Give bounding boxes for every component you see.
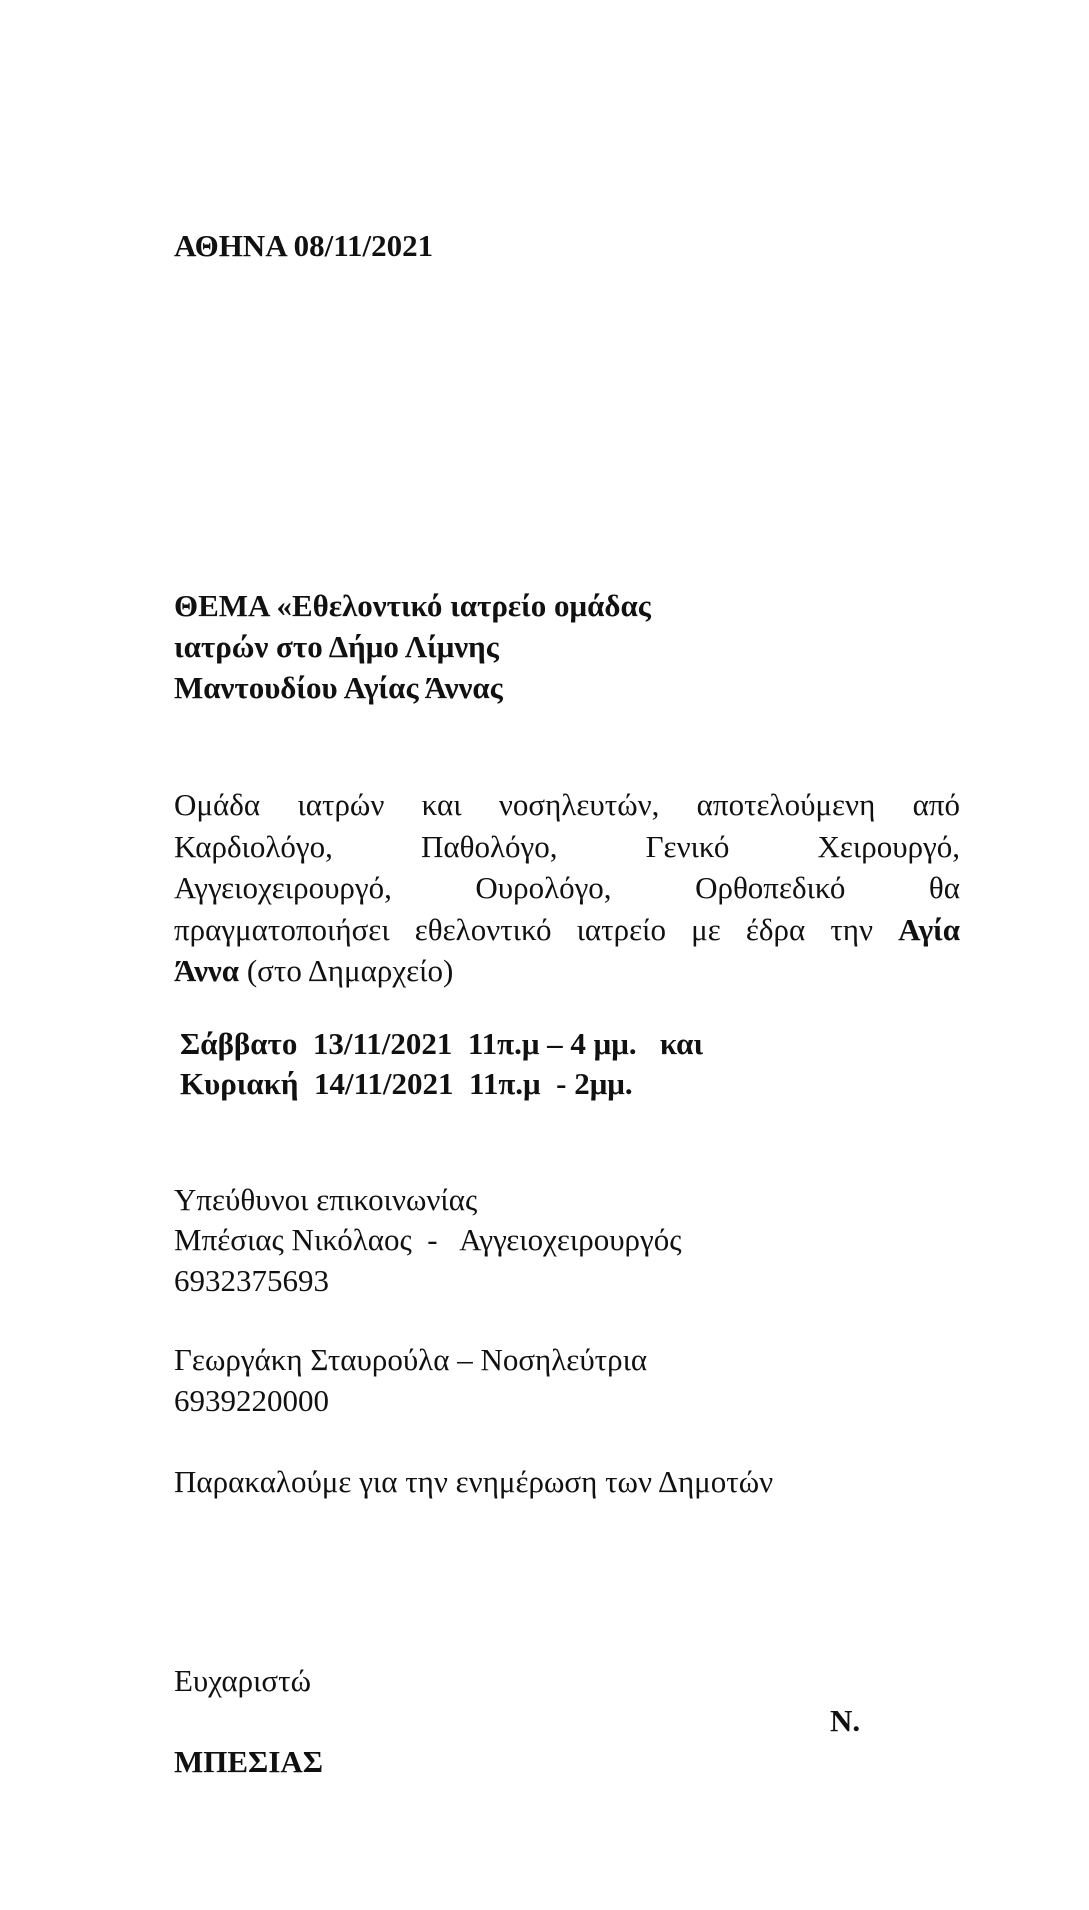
thanks-line: Ευχαριστώ xyxy=(174,1663,311,1698)
date-line: ΑΘΗΝΑ 08/11/2021 xyxy=(174,228,434,263)
body-line-4-text: πραγματοποιήσει εθελοντικό ιατρείο με έδρα την xyxy=(174,911,873,947)
contacts-heading: Υπεύθυνοι επικοινωνίας xyxy=(174,1182,478,1217)
subject-line-1: ΘΕΜΑ «Εθελοντικό ιατρείο ομάδας xyxy=(174,588,651,623)
signature-initial: Ν. xyxy=(830,1703,861,1738)
schedule-saturday: Σάββατο 13/11/2021 11π.μ – 4 μμ. και xyxy=(180,1026,704,1061)
body-line-4-bold: Αγία xyxy=(898,911,960,947)
contact-2-phone: 6939220000 xyxy=(174,1383,329,1418)
body-paragraph xyxy=(174,784,960,992)
body-line-1: Ομάδα ιατρών και νοσηλευτών, αποτελούμενη από xyxy=(174,787,960,822)
body-line-3: Αγγειοχειρουργό, Ουρολόγο, Ορθοπεδικό θα xyxy=(174,870,960,905)
subject-line-3: Μαντουδίου Αγίας Άννας xyxy=(174,670,503,705)
contact-1-phone: 6932375693 xyxy=(174,1263,329,1298)
signature-surname: ΜΠΕΣΙΑΣ xyxy=(174,1744,324,1779)
body-line-5 xyxy=(174,950,960,992)
contact-1-name: Μπέσιας Νικόλαος - Αγγειοχειρουργός xyxy=(174,1222,682,1257)
body-line-4 xyxy=(174,909,960,951)
body-line-5-bold: Άννα xyxy=(174,953,240,988)
schedule-sunday: Κυριακή 14/11/2021 11π.μ - 2μμ. xyxy=(180,1066,633,1101)
request-line: Παρακαλούμε για την ενημέρωση των Δημοτών xyxy=(174,1464,774,1499)
subject-line-2: ιατρών στο Δήμο Λίμνης xyxy=(174,629,499,664)
body-line-5-text: (στο Δημαρχείο) xyxy=(239,953,454,988)
body-line-2: Καρδιολόγο, Παθολόγο, Γενικό Χειρουργό, xyxy=(174,828,960,864)
contact-2-name: Γεωργάκη Σταυρούλα – Νοσηλεύτρια xyxy=(174,1342,648,1377)
